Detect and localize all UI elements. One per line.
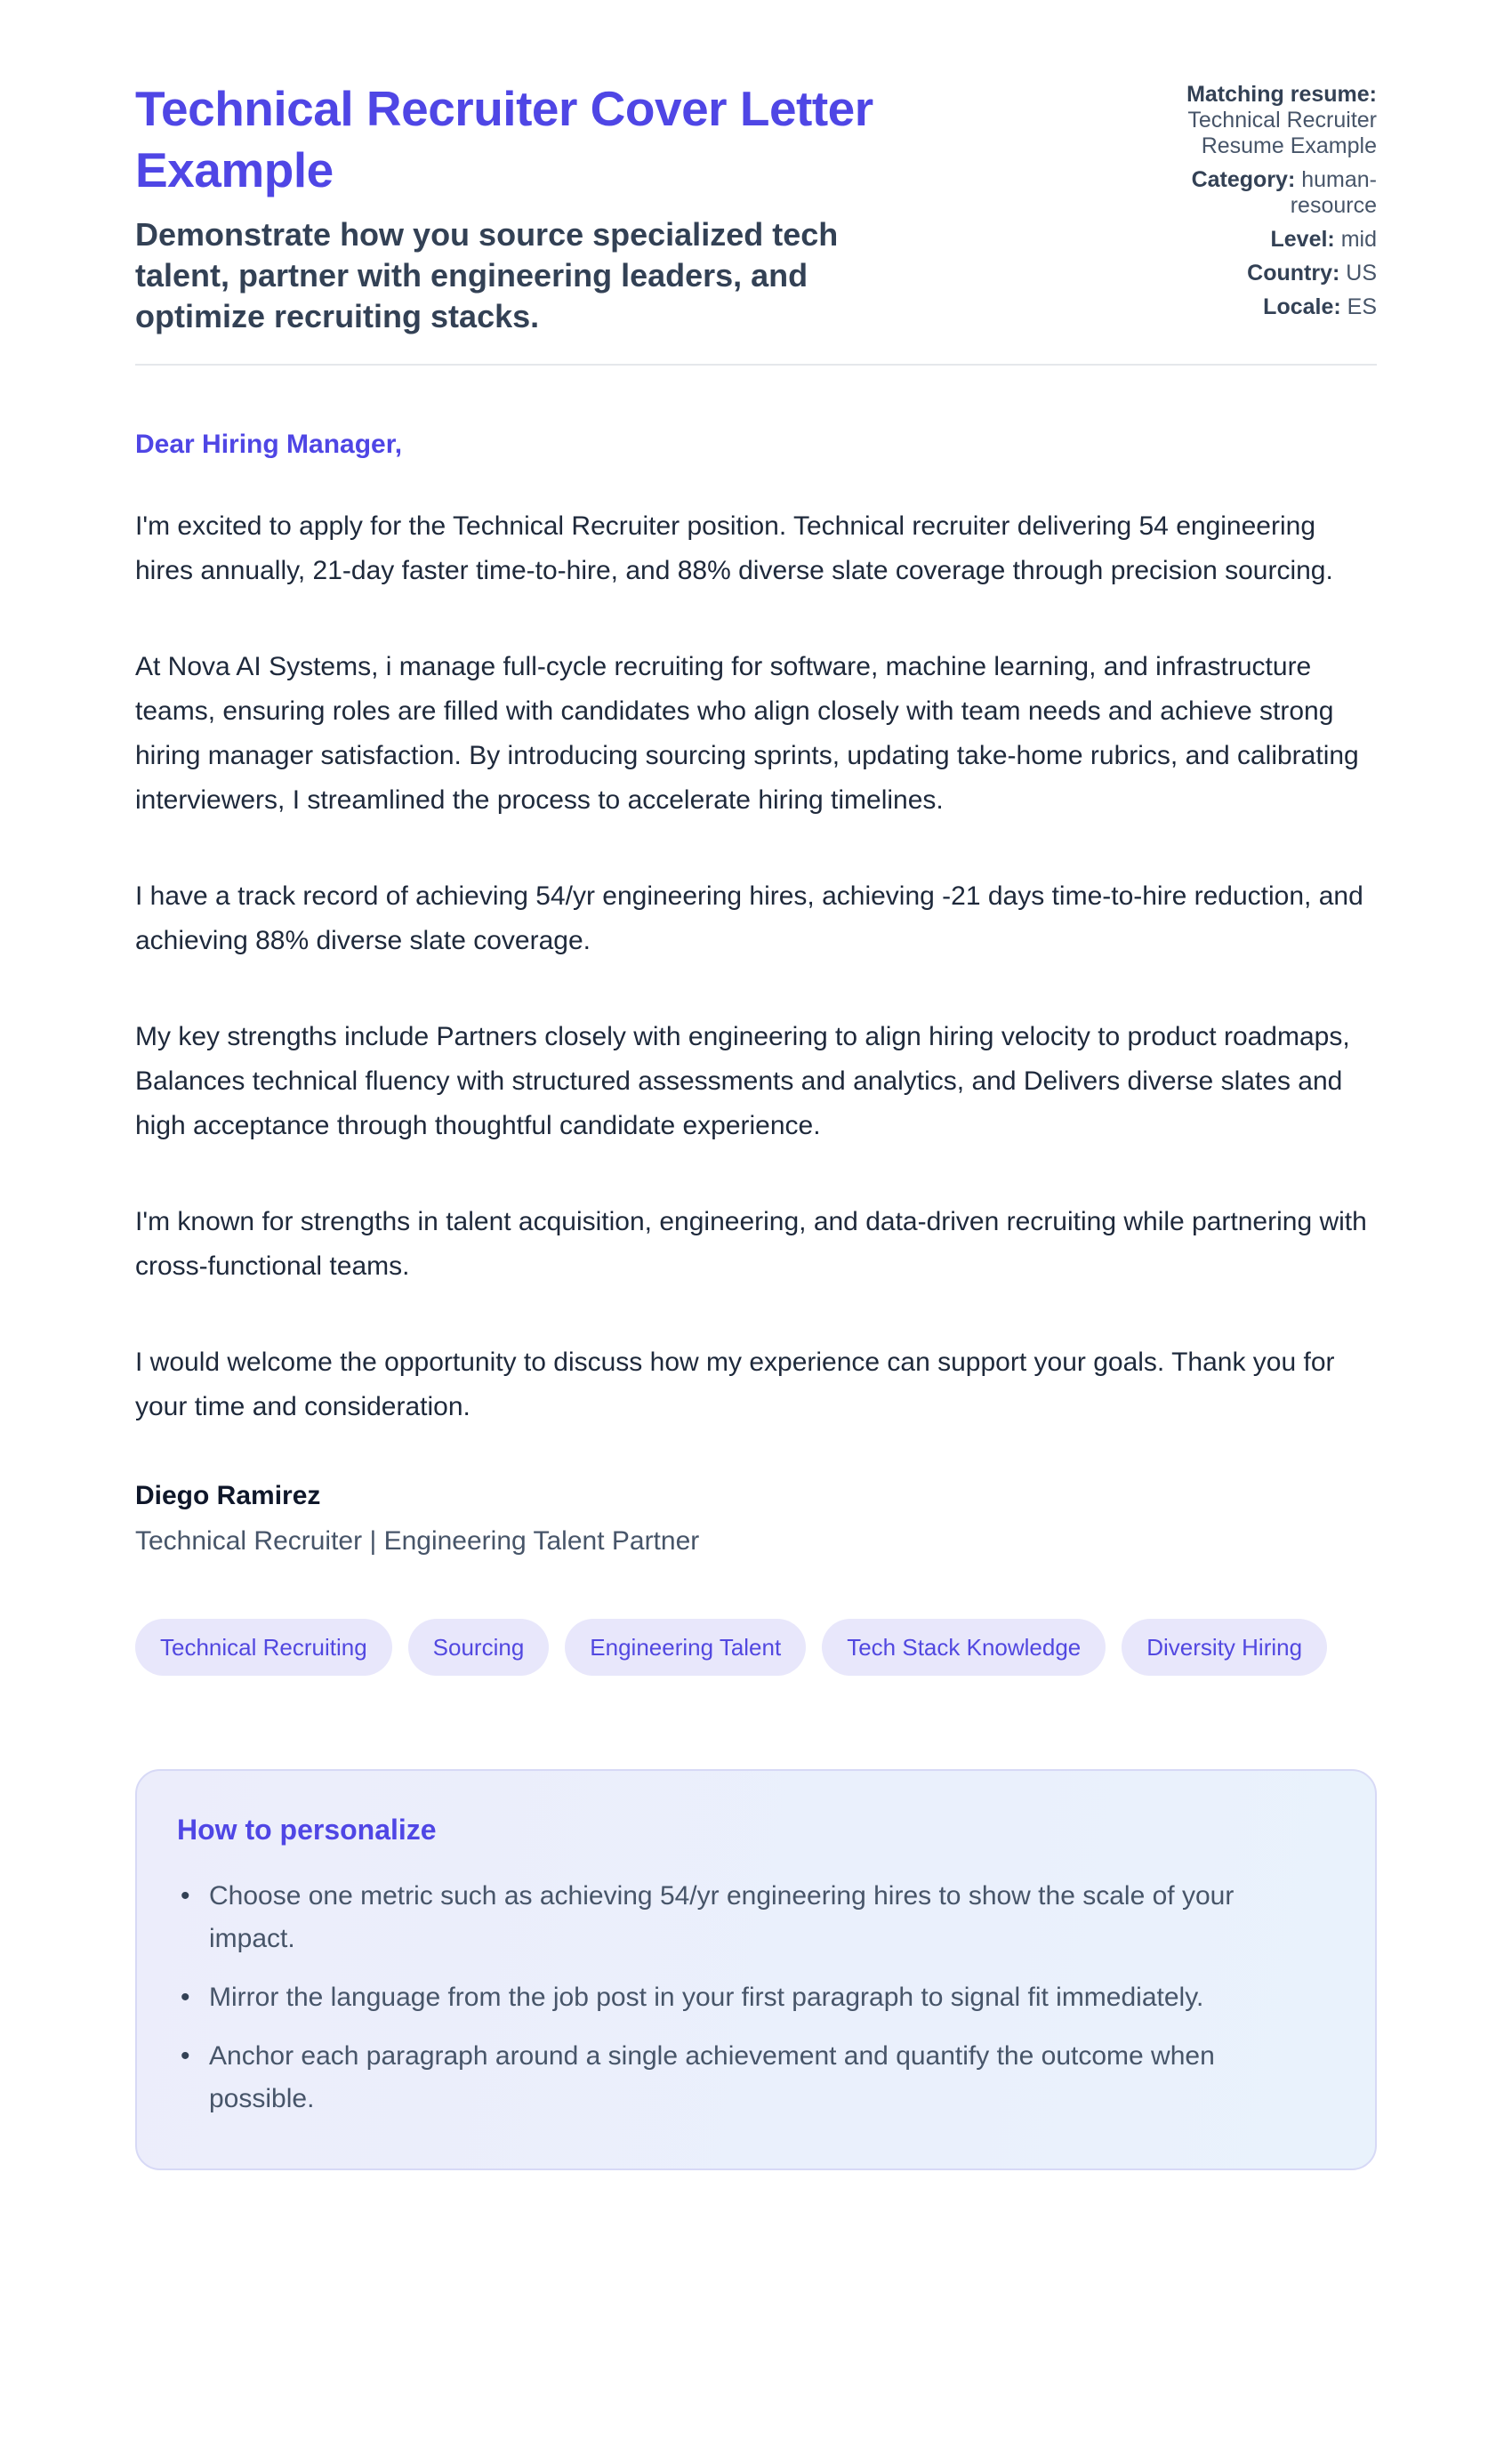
meta-country <box>1137 261 1377 286</box>
skill-tags <box>135 1619 1377 1676</box>
meta-level <box>1137 227 1377 253</box>
resume-meta-block <box>1137 78 1377 328</box>
personalize-tip-3: • Anchor each paragraph around a single achievement and quantify the outcome when possible. <box>177 2035 1325 2120</box>
meta-category <box>1137 167 1377 219</box>
meta-value: mid <box>1334 227 1377 252</box>
meta-label: Level: <box>1270 227 1335 252</box>
meta-label: Locale: <box>1263 294 1341 319</box>
letter-paragraph-2: At Nova AI Systems, i manage full-cycle recruiting for software, machine learning, and infrastructure teams, ensuring roles are filled with candidates who align closely with team needs and achieve strong hiring manager satisfaction. By introducing sourcing sprints, updating take-home rubrics, and calibrating interviewers, I streamlined the process to accelerate hiring timelines. <box>135 651 1359 815</box>
meta-value: Technical Recruiter Resume Example <box>1187 108 1377 158</box>
page-title: Technical Recruiter Cover Letter Example <box>135 81 873 198</box>
personalize-box <box>135 1769 1377 2170</box>
meta-value: US <box>1339 261 1377 286</box>
tag-tech-stack-knowledge[interactable]: Tech Stack Knowledge <box>822 1619 1106 1676</box>
tag-diversity-hiring[interactable]: Diversity Hiring <box>1122 1619 1327 1676</box>
meta-label: Matching resume: <box>1186 82 1377 107</box>
personalize-heading: How to personalize <box>177 1813 437 1846</box>
letter-greeting: Dear Hiring Manager, <box>135 429 403 459</box>
page-header <box>135 78 1377 337</box>
meta-value: ES <box>1340 294 1377 319</box>
meta-value: human-resource <box>1290 167 1377 218</box>
tag-sourcing[interactable]: Sourcing <box>408 1619 550 1676</box>
meta-locale <box>1137 294 1377 320</box>
letter-paragraph-6: I would welcome the opportunity to discuss how my experience can support your goals. Thank you for your time and consideration. <box>135 1347 1335 1421</box>
signature-block <box>135 1481 1377 1557</box>
personalize-tip-2: • Mirror the language from the job post in your first paragraph to signal fit immediately. <box>177 1976 1325 2019</box>
header-divider <box>135 364 1377 366</box>
meta-label: Country: <box>1247 261 1340 286</box>
signature-title: Technical Recruiter | Engineering Talent Partner <box>135 1525 700 1556</box>
cover-letter-body <box>135 430 1377 1557</box>
header-title-block <box>135 78 1060 337</box>
tag-engineering-talent[interactable]: Engineering Talent <box>565 1619 806 1676</box>
letter-paragraph-4: My key strengths include Partners closely with engineering to align hiring velocity to product roadmaps, Balances technical fluency with structured assessments and analytics, and Delivers diverse slates and high acceptance through thoughtful candidate experience. <box>135 1021 1350 1140</box>
personalize-tip-1: • Choose one metric such as achieving 54/yr engineering hires to show the scale of your impact. <box>177 1875 1325 1960</box>
personalize-tip-list <box>177 1875 1325 2120</box>
letter-paragraph-1: I'm excited to apply for the Technical Recruiter position. Technical recruiter delivering 54 engineering hires annually, 21-day faster time-to-hire, and 88% diverse slate coverage through precision sourcing. <box>135 511 1333 585</box>
meta-label: Category: <box>1191 167 1296 192</box>
letter-paragraph-5: I'm known for strengths in talent acquisition, engineering, and data-driven recruiting while partnering with cross-functional teams. <box>135 1206 1367 1281</box>
letter-paragraph-3: I have a track record of achieving 54/yr engineering hires, achieving -21 days time-to-hire reduction, and achieving 88% diverse slate coverage. <box>135 881 1363 955</box>
signature-name: Diego Ramirez <box>135 1480 321 1510</box>
meta-matching-resume <box>1137 82 1377 159</box>
page-subtitle: Demonstrate how you source specialized tech talent, partner with engineering leaders, and optimize recruiting stacks. <box>135 215 839 334</box>
tag-technical-recruiting[interactable]: Technical Recruiting <box>135 1619 392 1676</box>
